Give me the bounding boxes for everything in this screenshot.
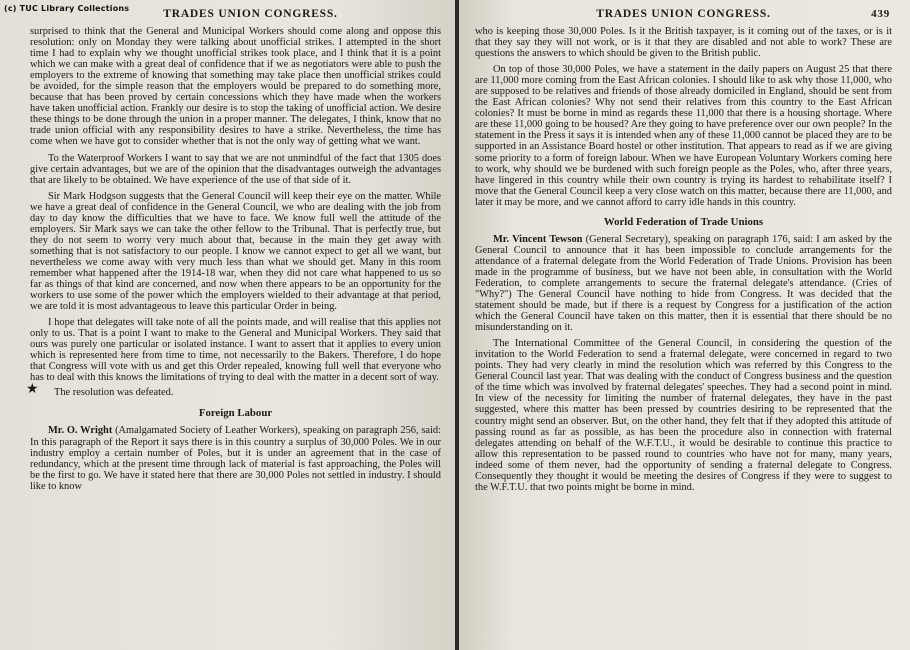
star-icon: ★ (26, 382, 39, 398)
running-head-right (475, 6, 892, 22)
speaker-name: Mr. Vincent Tewson (493, 233, 583, 245)
paragraph: surprised to think that the General and Municipal Workers should come along and oppose this resolution: only on Monday they were talking about unofficial strikes. I attempted in the short time I had to explain why we thought unofficial strikes took place, and I think that it is a point which we can make with a great deal of confidence that if we as negotiators were able to push the employers to the extreme of knowing that something may take place then unofficial strikes could be avoided, for the simple reason that the employers would be prepared to do something more, because that has been proved by certain concessions which they have made when the workers have taken unofficial action. Frankly our desire is to stop the taking of unofficial action. We desire these things to be done through the union in a proper manner. The delegates, I think, know that no trade union official with any responsibility desires to have a strike. Nevertheless, the time has come when we have got to consider whether that is not the only way of getting what we want. (30, 26, 441, 148)
speaker-text: (General Secretary), speaking on paragraph 176, said: I am asked by the General Council to announce that it has been impossible to conclude arrangements for the attendance of a fraternal delegate from the World Federation of Trade Unions. Provision has been made in the programme of business, but we have not been able, in consultation with the World Federation, to complete arrangements to secure the fraternal delegate's attendance. (Cries of "Why?") The General Council have nothing to hide from Congress. It was decided that the statement should be made, but if there is a request by Congress for a justification of the action which the General Council have taken on this matter, then it is essential that there should be no misunderstanding on it. (475, 233, 892, 334)
paragraph: The International Committee of the General Council, in considering the question of the invitation to the World Federation to send a fraternal delegate, were concerned in regard to two points. They had very clearly in mind the resolution which was referred by this Congress to the General Council last year. That was dealing with the conduct of Congress business and the question of the time which was involved by fraternal delegates' speeches. They had a second point in mind. In view of the necessity for limiting the number of fraternal delegates, they have in the past suggested, where this matter has been pressed by countries desiring to be represented that the country might send an observer. But, on the other hand, they felt that if they adopted this attitude of passing round as far as possible, as has been the procedure also in connection with fraternal delegates attending on behalf of the W.F.T.U., it would be desirable to continue this practice to allow this representation to be passed round to countries who have not for many, many years, indeed some of them never, had the opportunity of sending a fraternal delegate to Congress. Consequently they thought it would be meeting the desires of Congress if they were to suggest to the W.F.T.U. that two points might be borne in mind. (475, 338, 892, 493)
right-page (459, 0, 910, 650)
paragraph: On top of those 30,000 Poles, we have a statement in the daily papers on August 25 that there are 11,000 more coming from the East African colonies. I should like to ask why those 11,000, who are supposed to be relatives and friends of those already domiciled in England, should be sent from the East African colonies? Why not send their relatives from this country to the East African colonies? It must be borne in mind as regards these 11,000 that there is a housing shortage. Where are these 11,000 going to be housed? Are they going to have preference over our own people? In the statement in the Press it says it is intended when any of these 11,000 cannot be placed they are to be supported in an Assistance Board hostel or other institution. That appears to read as if we are giving some priority to a form of foreign labour. When we have European Voluntary Workers coming here to work, why should we be burdened with such foreign people as the Poles, who, after three years, have lingered in this country while their own country is trying its hardest to rehabilitate itself? I move that the General Council keep a very close watch on this matter, because there are 11,000, and later it may be more, and we cannot afford to carry idle hands in this country. (475, 64, 892, 208)
paragraph: I hope that delegates will take note of all the points made, and will realise that this applies not only to us. That is a point I want to make to the General and Municipal Workers. They said that ours was purely one particular or isolated instance. I want to assert that it applies to every union which is represented here from time to time, not necessarily to the Bakers. Therefore, I do hope that Congress will vote with us and get this Order repealed, knowing full well that everyone who has to deal with this knows the limitations of trying to deal with the matter in a decent sort of way. (30, 317, 441, 384)
paragraph: who is keeping those 30,000 Poles. Is it the British taxpayer, is it coming out of the taxes, or is it that they say they will not work, or is it that they are disabled and not able to work? These are questions the answers to which should be given to the British public. (475, 26, 892, 60)
page-number: 439 (871, 8, 890, 20)
copyright-watermark: (c) TUC Library Collections (4, 4, 130, 13)
speaker-paragraph (475, 234, 892, 333)
resolution-note (26, 382, 441, 399)
section-heading-wftu: World Federation of Trade Unions (603, 215, 764, 228)
speaker-text: (Amalgamated Society of Leather Workers), speaking on paragraph 256, said: In this paragraph of the Report it says there is in this country a surplus of 30,000 Poles. We in our industry employ a certain number of Poles, but it is under an agreement that in the case of redundancy, which at the present time through lack of material is fast approaching, the Poles will be the first to go. We have it stated here that there are 30,000 Poles not settled in industry. I should like to know (30, 425, 441, 492)
speaker-name: Mr. O. Wright (48, 425, 113, 437)
paragraph: To the Waterproof Workers I want to say that we are not unmindful of the fact that 1305 does give certain advantages, but we are of the opinion that the disadvantages outweigh the advantages that are likely to be obtained. We have experience of the use of that side of it. (30, 152, 441, 186)
running-head-title: TRADES UNION CONGRESS. (596, 8, 771, 20)
speaker-paragraph (30, 425, 441, 491)
running-head-title: TRADES UNION CONGRESS. (163, 8, 338, 20)
resolution-text: The resolution was defeated. (54, 387, 174, 399)
paragraph: Sir Mark Hodgson suggests that the General Council will keep their eye on the matter. While we have a great deal of confidence in the General Council, we who are dealing with the job from day to day know the difficulties that we have to face. We know full well the attitude of the employers. Sir Mark says we can take the other fellow to the Tribunal. That is perfectly true, but they do not seem to worry very much about that, because in the main they get away with something that is not satisfactory to our people. I know we cannot expect to get all we want, but nevertheless we come away with very much less than what we should get. Many in this room remember what happened after the 1914-18 war, when they did not care what happened to us so far as things of that kind are concerned, and now when there appears to be an opportunity for the workers to use some of the power which the employers wielded to their advantage at that period, we are told it is most advantageous to leave this particular Order in being. (30, 190, 441, 313)
section-heading-foreign-labour: Foreign Labour (198, 407, 273, 420)
